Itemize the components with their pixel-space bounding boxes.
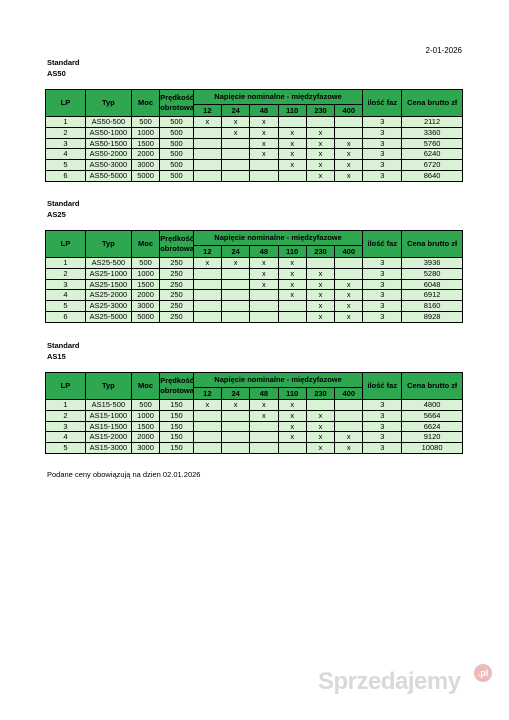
header-predkosc: Prędkość obrotowa bbox=[160, 231, 194, 258]
cell-ilosc-faz: 3 bbox=[363, 290, 402, 301]
table-row bbox=[46, 138, 463, 149]
cell-moc: 2000 bbox=[131, 290, 159, 301]
cell-cena: 5280 bbox=[402, 268, 463, 279]
section-category: Standard bbox=[47, 341, 80, 350]
cell-moc: 2000 bbox=[131, 432, 159, 443]
cell-cena: 9120 bbox=[402, 432, 463, 443]
cell-voltage-mark bbox=[221, 170, 249, 181]
header-ilosc-faz: ilość faz bbox=[363, 231, 402, 258]
section-model: AS50 bbox=[47, 69, 66, 78]
cell-moc: 1000 bbox=[131, 127, 159, 138]
header-lp: LP bbox=[46, 90, 86, 117]
cell-cena: 3360 bbox=[402, 127, 463, 138]
cell-moc: 5000 bbox=[131, 311, 159, 322]
cell-typ: AS25-500 bbox=[85, 258, 131, 269]
cell-voltage-mark: x bbox=[250, 117, 278, 128]
cell-cena: 6912 bbox=[402, 290, 463, 301]
cell-ilosc-faz: 3 bbox=[363, 421, 402, 432]
cell-voltage-mark bbox=[335, 117, 363, 128]
cell-voltage-mark: x bbox=[335, 311, 363, 322]
header-voltage: 230 bbox=[306, 246, 334, 258]
cell-voltage-mark: x bbox=[306, 127, 334, 138]
cell-voltage-mark bbox=[193, 160, 221, 171]
table-row bbox=[46, 127, 463, 138]
cell-voltage-mark: x bbox=[250, 258, 278, 269]
section-model: AS15 bbox=[47, 352, 66, 361]
cell-lp: 3 bbox=[46, 279, 86, 290]
cell-typ: AS15-3000 bbox=[85, 443, 131, 454]
section-category: Standard bbox=[47, 58, 80, 67]
cell-typ: AS50-1000 bbox=[85, 127, 131, 138]
cell-obroty: 250 bbox=[160, 301, 194, 312]
table-row bbox=[46, 443, 463, 454]
cell-voltage-mark: x bbox=[278, 421, 306, 432]
cell-voltage-mark: x bbox=[306, 268, 334, 279]
price-table bbox=[45, 89, 463, 182]
cell-voltage-mark: x bbox=[335, 149, 363, 160]
cell-voltage-mark: x bbox=[278, 432, 306, 443]
cell-voltage-mark bbox=[250, 170, 278, 181]
cell-ilosc-faz: 3 bbox=[363, 279, 402, 290]
header-voltage: 24 bbox=[221, 105, 249, 117]
header-voltage: 48 bbox=[250, 388, 278, 400]
cell-voltage-mark: x bbox=[306, 138, 334, 149]
cell-ilosc-faz: 3 bbox=[363, 410, 402, 421]
cell-voltage-mark: x bbox=[335, 290, 363, 301]
table-row bbox=[46, 268, 463, 279]
cell-voltage-mark bbox=[335, 127, 363, 138]
table-row bbox=[46, 400, 463, 411]
cell-voltage-mark bbox=[278, 117, 306, 128]
cell-lp: 2 bbox=[46, 127, 86, 138]
cell-cena: 3936 bbox=[402, 258, 463, 269]
cell-voltage-mark bbox=[306, 117, 334, 128]
cell-voltage-mark bbox=[250, 290, 278, 301]
cell-voltage-mark: x bbox=[306, 160, 334, 171]
cell-voltage-mark bbox=[250, 421, 278, 432]
section-label bbox=[47, 57, 80, 79]
cell-moc: 500 bbox=[131, 258, 159, 269]
cell-ilosc-faz: 3 bbox=[363, 117, 402, 128]
cell-voltage-mark: x bbox=[250, 138, 278, 149]
header-voltage: 48 bbox=[250, 246, 278, 258]
cell-moc: 3000 bbox=[131, 160, 159, 171]
table-row bbox=[46, 311, 463, 322]
cell-voltage-mark bbox=[278, 301, 306, 312]
table-row bbox=[46, 421, 463, 432]
cell-obroty: 500 bbox=[160, 160, 194, 171]
cell-voltage-mark bbox=[193, 149, 221, 160]
cell-lp: 2 bbox=[46, 268, 86, 279]
cell-cena: 5664 bbox=[402, 410, 463, 421]
cell-cena: 8640 bbox=[402, 170, 463, 181]
cell-typ: AS25-1000 bbox=[85, 268, 131, 279]
cell-cena: 6720 bbox=[402, 160, 463, 171]
cell-voltage-mark bbox=[193, 279, 221, 290]
cell-obroty: 250 bbox=[160, 290, 194, 301]
header-voltage: 400 bbox=[335, 388, 363, 400]
header-predkosc: Prędkość obrotowa bbox=[160, 90, 194, 117]
cell-voltage-mark bbox=[306, 258, 334, 269]
cell-moc: 3000 bbox=[131, 443, 159, 454]
cell-obroty: 500 bbox=[160, 170, 194, 181]
cell-voltage-mark: x bbox=[335, 443, 363, 454]
cell-voltage-mark: x bbox=[306, 301, 334, 312]
cell-voltage-mark bbox=[306, 400, 334, 411]
header-voltage: 110 bbox=[278, 105, 306, 117]
cell-cena: 6048 bbox=[402, 279, 463, 290]
header-napiecie: Napięcie nominalne - międzyfazowe bbox=[193, 90, 363, 105]
cell-typ: AS15-2000 bbox=[85, 432, 131, 443]
cell-obroty: 150 bbox=[160, 421, 194, 432]
cell-voltage-mark bbox=[250, 160, 278, 171]
cell-lp: 3 bbox=[46, 421, 86, 432]
cell-typ: AS50-1500 bbox=[85, 138, 131, 149]
cell-typ: AS25-1500 bbox=[85, 279, 131, 290]
cell-voltage-mark bbox=[221, 290, 249, 301]
header-cena: Cena brutto zł bbox=[402, 90, 463, 117]
cell-lp: 1 bbox=[46, 400, 86, 411]
header-moc: Moc bbox=[131, 231, 159, 258]
table-row bbox=[46, 160, 463, 171]
cell-obroty: 500 bbox=[160, 138, 194, 149]
cell-voltage-mark bbox=[335, 400, 363, 411]
cell-voltage-mark bbox=[221, 149, 249, 160]
header-ilosc-faz: ilość faz bbox=[363, 90, 402, 117]
table-row bbox=[46, 170, 463, 181]
cell-voltage-mark bbox=[250, 311, 278, 322]
watermark-logo: .pl bbox=[474, 664, 492, 682]
cell-ilosc-faz: 3 bbox=[363, 258, 402, 269]
cell-obroty: 500 bbox=[160, 127, 194, 138]
header-cena: Cena brutto zł bbox=[402, 373, 463, 400]
price-validity-note: Podane ceny obowiązują na dzien 02.01.2026 bbox=[47, 470, 201, 479]
header-typ: Typ bbox=[85, 231, 131, 258]
cell-obroty: 150 bbox=[160, 443, 194, 454]
cell-typ: AS50-2000 bbox=[85, 149, 131, 160]
cell-moc: 1500 bbox=[131, 279, 159, 290]
cell-cena: 8928 bbox=[402, 311, 463, 322]
cell-voltage-mark: x bbox=[278, 279, 306, 290]
cell-moc: 500 bbox=[131, 117, 159, 128]
cell-obroty: 500 bbox=[160, 149, 194, 160]
cell-voltage-mark: x bbox=[278, 400, 306, 411]
cell-cena: 6624 bbox=[402, 421, 463, 432]
cell-voltage-mark: x bbox=[250, 127, 278, 138]
header-voltage: 12 bbox=[193, 246, 221, 258]
cell-ilosc-faz: 3 bbox=[363, 149, 402, 160]
cell-voltage-mark: x bbox=[335, 170, 363, 181]
cell-voltage-mark bbox=[278, 170, 306, 181]
cell-voltage-mark: x bbox=[193, 258, 221, 269]
header-voltage: 400 bbox=[335, 246, 363, 258]
cell-voltage-mark bbox=[221, 421, 249, 432]
cell-ilosc-faz: 3 bbox=[363, 443, 402, 454]
cell-moc: 2000 bbox=[131, 149, 159, 160]
header-voltage: 12 bbox=[193, 388, 221, 400]
cell-voltage-mark: x bbox=[250, 149, 278, 160]
cell-moc: 5000 bbox=[131, 170, 159, 181]
header-voltage: 400 bbox=[335, 105, 363, 117]
header-napiecie: Napięcie nominalne - międzyfazowe bbox=[193, 231, 363, 246]
cell-typ: AS25-2000 bbox=[85, 290, 131, 301]
cell-typ: AS15-1500 bbox=[85, 421, 131, 432]
cell-voltage-mark bbox=[335, 410, 363, 421]
cell-moc: 1000 bbox=[131, 410, 159, 421]
cell-voltage-mark: x bbox=[278, 138, 306, 149]
cell-obroty: 250 bbox=[160, 311, 194, 322]
header-moc: Moc bbox=[131, 373, 159, 400]
cell-lp: 1 bbox=[46, 117, 86, 128]
cell-lp: 4 bbox=[46, 149, 86, 160]
section-model: AS25 bbox=[47, 210, 66, 219]
cell-voltage-mark: x bbox=[278, 160, 306, 171]
cell-voltage-mark: x bbox=[193, 117, 221, 128]
cell-voltage-mark: x bbox=[250, 400, 278, 411]
table-row bbox=[46, 258, 463, 269]
cell-voltage-mark: x bbox=[335, 160, 363, 171]
cell-voltage-mark bbox=[335, 258, 363, 269]
header-voltage: 48 bbox=[250, 105, 278, 117]
cell-voltage-mark bbox=[193, 127, 221, 138]
cell-ilosc-faz: 3 bbox=[363, 301, 402, 312]
cell-voltage-mark: x bbox=[306, 170, 334, 181]
cell-voltage-mark: x bbox=[221, 117, 249, 128]
cell-voltage-mark: x bbox=[278, 258, 306, 269]
header-voltage: 110 bbox=[278, 246, 306, 258]
section-label bbox=[47, 198, 80, 220]
price-table bbox=[45, 230, 463, 323]
cell-voltage-mark: x bbox=[278, 149, 306, 160]
cell-voltage-mark bbox=[221, 443, 249, 454]
cell-voltage-mark: x bbox=[250, 279, 278, 290]
cell-moc: 3000 bbox=[131, 301, 159, 312]
cell-voltage-mark: x bbox=[306, 311, 334, 322]
cell-voltage-mark bbox=[250, 443, 278, 454]
cell-typ: AS50-5000 bbox=[85, 170, 131, 181]
cell-obroty: 250 bbox=[160, 279, 194, 290]
cell-voltage-mark bbox=[221, 432, 249, 443]
cell-obroty: 500 bbox=[160, 117, 194, 128]
cell-ilosc-faz: 3 bbox=[363, 170, 402, 181]
cell-lp: 3 bbox=[46, 138, 86, 149]
cell-obroty: 150 bbox=[160, 410, 194, 421]
cell-voltage-mark bbox=[193, 268, 221, 279]
header-cena: Cena brutto zł bbox=[402, 231, 463, 258]
table-row bbox=[46, 432, 463, 443]
cell-voltage-mark bbox=[335, 268, 363, 279]
header-voltage: 24 bbox=[221, 388, 249, 400]
cell-ilosc-faz: 3 bbox=[363, 432, 402, 443]
cell-lp: 2 bbox=[46, 410, 86, 421]
cell-moc: 1000 bbox=[131, 268, 159, 279]
cell-voltage-mark bbox=[278, 443, 306, 454]
cell-voltage-mark bbox=[193, 311, 221, 322]
cell-ilosc-faz: 3 bbox=[363, 138, 402, 149]
cell-voltage-mark: x bbox=[306, 279, 334, 290]
cell-voltage-mark bbox=[193, 443, 221, 454]
table-row bbox=[46, 301, 463, 312]
header-voltage: 24 bbox=[221, 246, 249, 258]
cell-voltage-mark bbox=[221, 410, 249, 421]
cell-voltage-mark: x bbox=[306, 421, 334, 432]
cell-voltage-mark: x bbox=[335, 301, 363, 312]
cell-cena: 6240 bbox=[402, 149, 463, 160]
header-moc: Moc bbox=[131, 90, 159, 117]
cell-voltage-mark: x bbox=[306, 443, 334, 454]
table-row bbox=[46, 279, 463, 290]
cell-typ: AS25-3000 bbox=[85, 301, 131, 312]
cell-voltage-mark bbox=[221, 311, 249, 322]
cell-voltage-mark bbox=[221, 301, 249, 312]
cell-cena: 4800 bbox=[402, 400, 463, 411]
cell-voltage-mark: x bbox=[221, 258, 249, 269]
cell-voltage-mark bbox=[193, 410, 221, 421]
cell-voltage-mark bbox=[221, 268, 249, 279]
cell-voltage-mark: x bbox=[306, 290, 334, 301]
cell-cena: 8160 bbox=[402, 301, 463, 312]
header-napiecie: Napięcie nominalne - międzyfazowe bbox=[193, 373, 363, 388]
cell-ilosc-faz: 3 bbox=[363, 160, 402, 171]
header-predkosc: Prędkość obrotowa bbox=[160, 373, 194, 400]
table-row bbox=[46, 149, 463, 160]
header-voltage: 12 bbox=[193, 105, 221, 117]
cell-cena: 10080 bbox=[402, 443, 463, 454]
cell-voltage-mark: x bbox=[306, 432, 334, 443]
table-row bbox=[46, 117, 463, 128]
cell-lp: 4 bbox=[46, 432, 86, 443]
cell-lp: 6 bbox=[46, 311, 86, 322]
cell-lp: 1 bbox=[46, 258, 86, 269]
cell-voltage-mark bbox=[221, 160, 249, 171]
cell-cena: 5760 bbox=[402, 138, 463, 149]
cell-ilosc-faz: 3 bbox=[363, 268, 402, 279]
cell-voltage-mark: x bbox=[335, 432, 363, 443]
cell-voltage-mark: x bbox=[278, 127, 306, 138]
section-category: Standard bbox=[47, 199, 80, 208]
cell-obroty: 250 bbox=[160, 258, 194, 269]
cell-lp: 5 bbox=[46, 160, 86, 171]
cell-voltage-mark bbox=[193, 421, 221, 432]
cell-voltage-mark bbox=[193, 290, 221, 301]
cell-obroty: 150 bbox=[160, 432, 194, 443]
cell-typ: AS15-1000 bbox=[85, 410, 131, 421]
header-voltage: 230 bbox=[306, 105, 334, 117]
cell-lp: 6 bbox=[46, 170, 86, 181]
cell-voltage-mark: x bbox=[335, 279, 363, 290]
cell-lp: 5 bbox=[46, 301, 86, 312]
cell-voltage-mark bbox=[193, 301, 221, 312]
document-date: 2-01-2026 bbox=[425, 46, 462, 55]
cell-moc: 1500 bbox=[131, 138, 159, 149]
cell-typ: AS50-3000 bbox=[85, 160, 131, 171]
cell-ilosc-faz: 3 bbox=[363, 311, 402, 322]
header-voltage: 110 bbox=[278, 388, 306, 400]
cell-moc: 500 bbox=[131, 400, 159, 411]
cell-voltage-mark: x bbox=[221, 127, 249, 138]
cell-cena: 2112 bbox=[402, 117, 463, 128]
cell-typ: AS50-500 bbox=[85, 117, 131, 128]
cell-voltage-mark: x bbox=[306, 149, 334, 160]
cell-voltage-mark bbox=[193, 432, 221, 443]
cell-obroty: 150 bbox=[160, 400, 194, 411]
cell-voltage-mark: x bbox=[278, 268, 306, 279]
header-typ: Typ bbox=[85, 90, 131, 117]
cell-voltage-mark bbox=[335, 421, 363, 432]
cell-typ: AS15-500 bbox=[85, 400, 131, 411]
cell-voltage-mark bbox=[278, 311, 306, 322]
cell-voltage-mark bbox=[221, 279, 249, 290]
cell-voltage-mark: x bbox=[250, 410, 278, 421]
cell-obroty: 250 bbox=[160, 268, 194, 279]
cell-voltage-mark: x bbox=[193, 400, 221, 411]
cell-voltage-mark: x bbox=[278, 290, 306, 301]
header-voltage: 230 bbox=[306, 388, 334, 400]
header-lp: LP bbox=[46, 373, 86, 400]
cell-voltage-mark bbox=[250, 301, 278, 312]
cell-voltage-mark bbox=[193, 138, 221, 149]
cell-ilosc-faz: 3 bbox=[363, 400, 402, 411]
cell-voltage-mark bbox=[250, 432, 278, 443]
table-row bbox=[46, 410, 463, 421]
cell-typ: AS25-5000 bbox=[85, 311, 131, 322]
cell-voltage-mark: x bbox=[306, 410, 334, 421]
section-label bbox=[47, 340, 80, 362]
header-lp: LP bbox=[46, 231, 86, 258]
cell-lp: 5 bbox=[46, 443, 86, 454]
cell-voltage-mark bbox=[193, 170, 221, 181]
cell-voltage-mark: x bbox=[335, 138, 363, 149]
cell-voltage-mark: x bbox=[250, 268, 278, 279]
price-table bbox=[45, 372, 463, 454]
cell-ilosc-faz: 3 bbox=[363, 127, 402, 138]
table-row bbox=[46, 290, 463, 301]
cell-lp: 4 bbox=[46, 290, 86, 301]
cell-voltage-mark: x bbox=[221, 400, 249, 411]
header-ilosc-faz: ilość faz bbox=[363, 373, 402, 400]
cell-voltage-mark bbox=[221, 138, 249, 149]
cell-moc: 1500 bbox=[131, 421, 159, 432]
watermark-text: Sprzedajemy bbox=[318, 668, 461, 695]
cell-voltage-mark: x bbox=[278, 410, 306, 421]
header-typ: Typ bbox=[85, 373, 131, 400]
